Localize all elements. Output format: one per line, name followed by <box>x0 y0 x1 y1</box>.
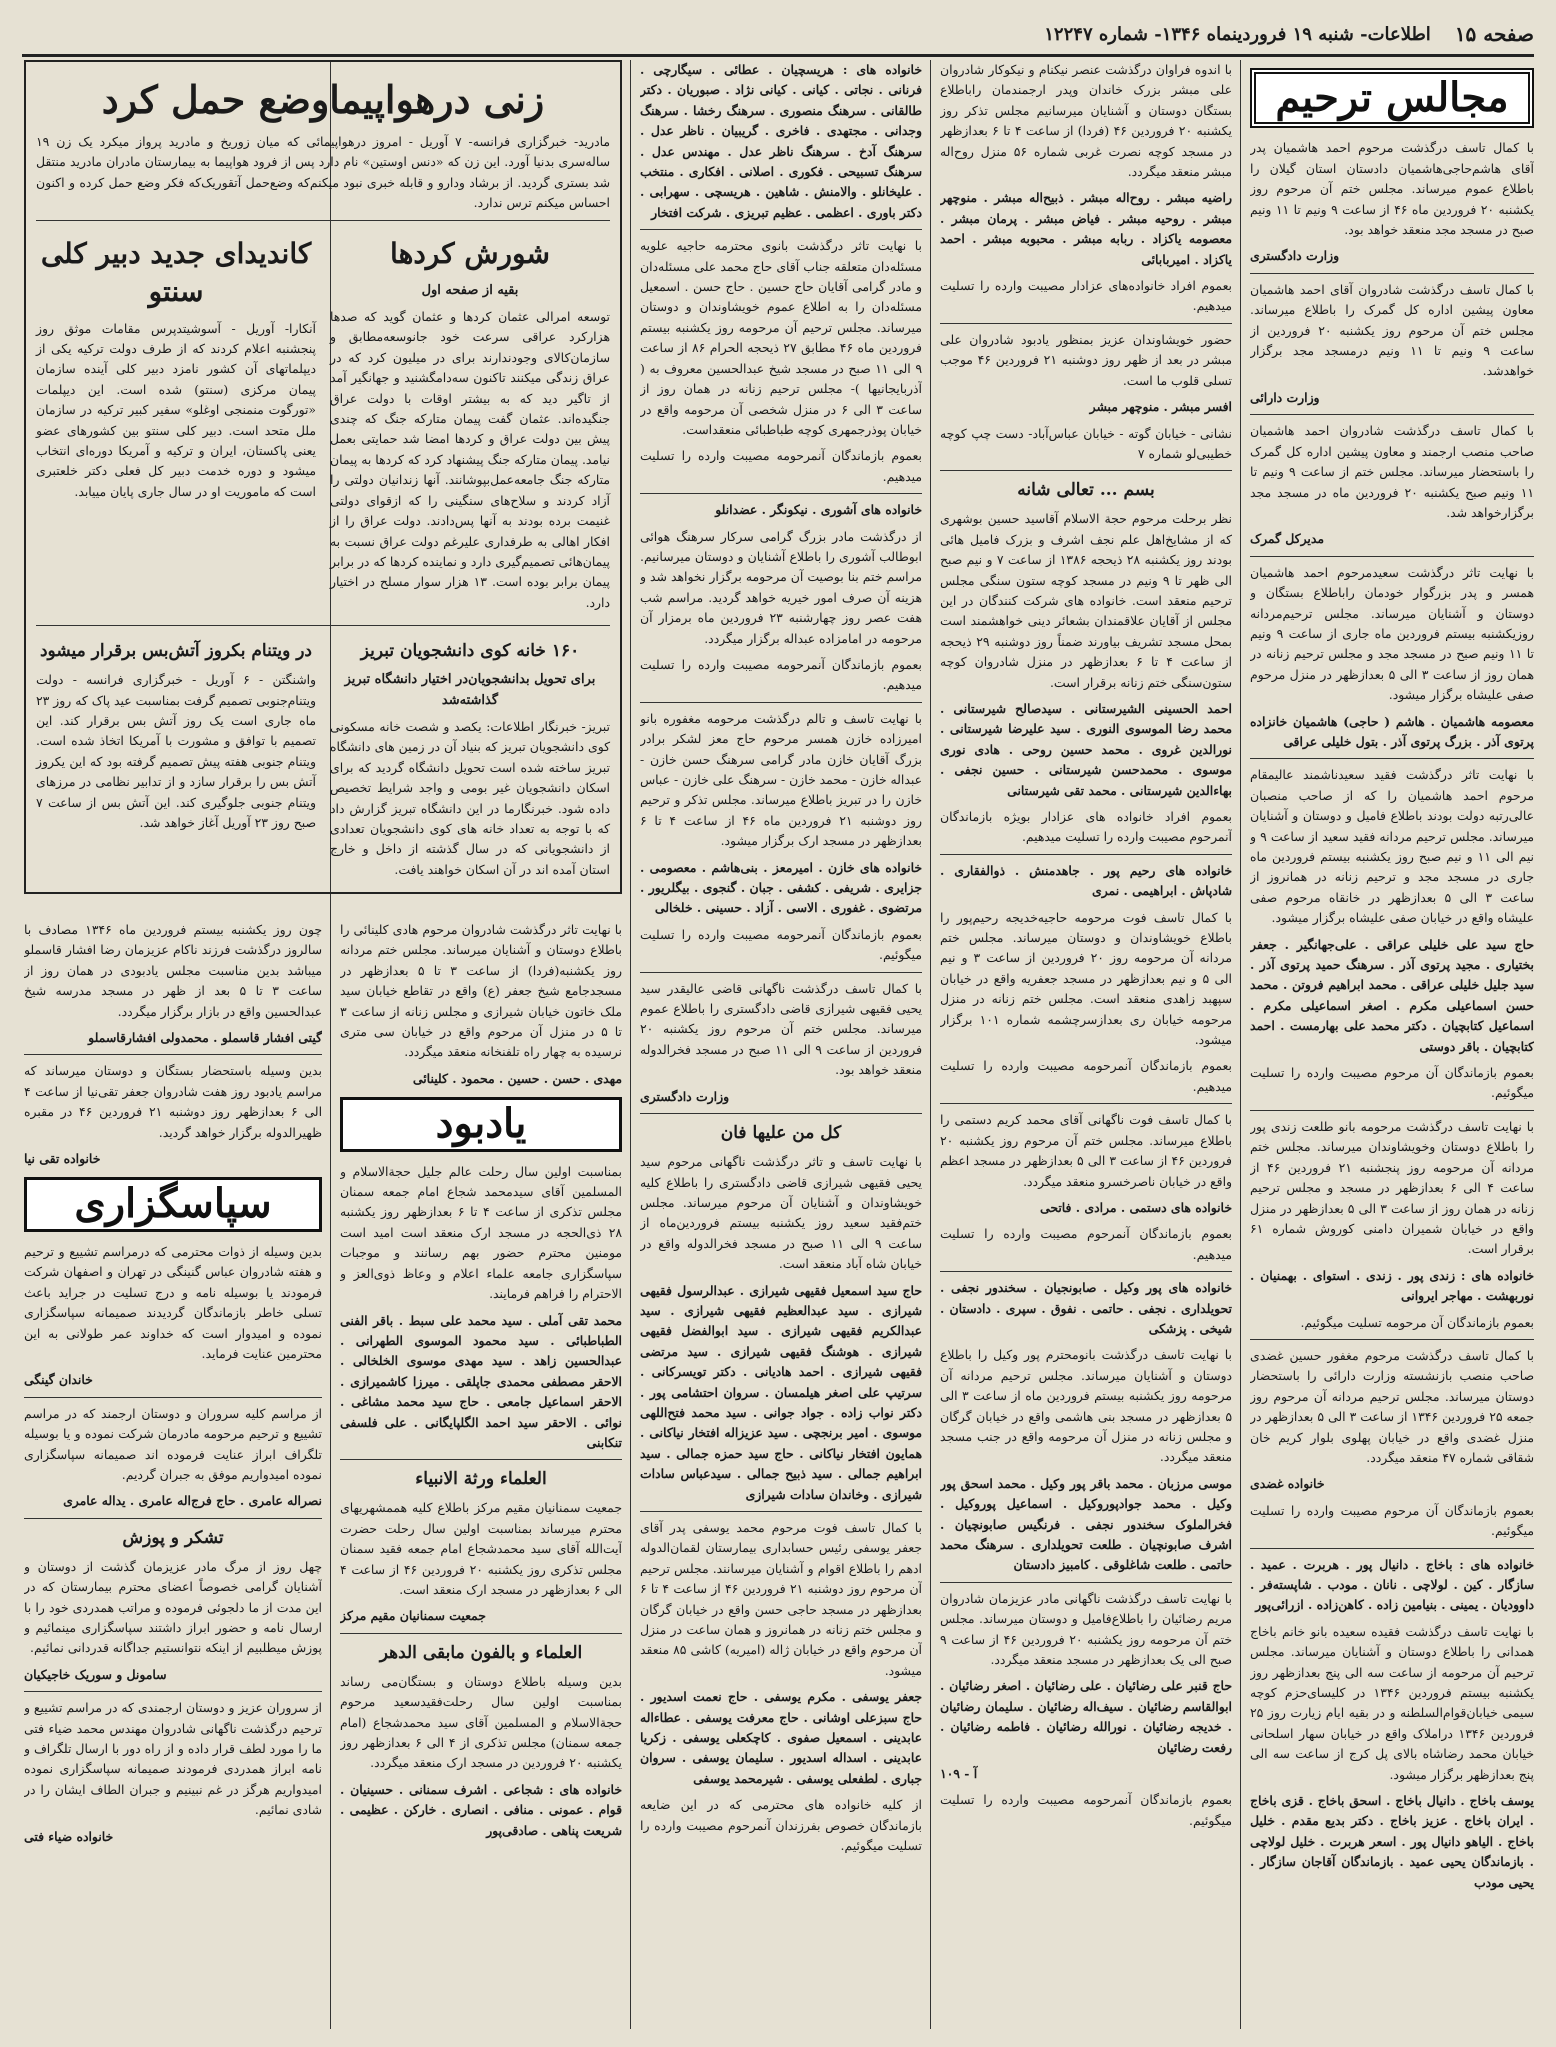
notice-signature: مدیرکل گمرک <box>1250 531 1325 547</box>
notice-families: مهدی . حسن . حسین . محمود . کلینائی <box>412 1070 622 1086</box>
notice-text: با نهایت تاسف درگذشت ناگهانی مادر عزیزمان شادروان مریم رضائیان را باطلاع‌فامیل و دوستان میرساند. مجلس ختم آن مرحومه روز یکشنبه ۲۰ فروردین ۴۶ از ساعت ۹ صبح الی یک بعدازظهر در مسجد منعقد میگردد. <box>940 1590 1232 1668</box>
notice-text: با نهایت تاسف درگذشت مرحومه بانو طلعت زندی پور را باطلاع دوستان وخویشاوندان میرساند. مجلس ختم مردانه آن مرحومه روز پنجشنبه ۲۱ فروردین ۴۶ از ساعت ۴ الی ۶ بعدازظهر در مسجد و مجلس ترحیم زنانه در همان روز از ساعت ۳ الی ۵ بعدازظهر در منزل واقع در خیابان شمیران دامنی کوروش شماره ۶۱ برقرار است. <box>1250 1118 1534 1257</box>
notice-text: با کمال تاسف درگذشت شادروان آقای احمد هاشمیان معاون پیشین اداره کل گمرک را باطلاع میرساند. مجلس ختم آن مرحوم روز یکشنبه ۲۰ فروردین از ساعت ۹ ونیم تا ۱۱ ونیم درمسجد مجد برگزار خواهدشد. <box>1250 281 1534 379</box>
notice-text: بعموم افراد خانواده های عزادار بویژه بازماندگان آنمرحوم مصیبت وارده را تسلیت میدهیم. <box>940 809 1232 845</box>
divider <box>340 1633 622 1634</box>
divider <box>940 1582 1232 1583</box>
notice-text: بعموم بازماندگان آن مرحوم مصیبت وارده را تسلیت میگوئیم. <box>1250 1502 1534 1539</box>
divider <box>1250 1110 1534 1111</box>
notice-text: بعموم بازماندگان آن مرحوم مصیبت وارده را تسلیت میگوئیم. <box>1250 1065 1534 1101</box>
notice-signature: وزارت دادگستری <box>1250 248 1340 264</box>
notice-text: حضور خویشاوندان عزیز بمنظور یادبود شادروان علی مبشر در بعد از ظهر روز دوشنبه ۲۱ فروردین ۴۶ موجب تسلی قلوب ما است. <box>940 331 1232 388</box>
notice-text: با نهایت تاثر درگذشت فقید سعیدناشمند عالیمقام مرحوم احمد هاشمیان را که از صاحب منصبان عالی‌رتبه دولت بودند باطلاع فامیل و دوستان و آشنایان میرساند. مجلس ترحیم مردانه فقید سعید از ساعت ۹ و نیم الی ۱۱ و نیم صبح روز یکشنبه بیستم فروردین ماه جاری در مسجد مجد و ترحیم زنانه در همانروز از ساعت ۳ الی ۵ بعدازظهر در خانقاه مرحوم صفی علیشاه واقع در خیابان صفی علیشاه برگزار میشود. <box>1250 767 1534 926</box>
notice-signature: خانواده ضیاء فتی <box>24 1828 114 1844</box>
notice-families: معصومه هاشمیان . هاشم ( حاجی) هاشمیان خانزاده پرتوی آذر . بزرگ پرتوی آذر . بتول خلیلی عراقی <box>1250 713 1534 749</box>
column-thanks <box>24 920 322 2029</box>
headline-tabriz-students: ۱۶۰ خانه کوی دانشجویان تبریز <box>360 641 580 662</box>
notice-signature: خانواده غضدی <box>1250 1476 1325 1492</box>
column-rule <box>630 60 631 2029</box>
divider <box>1250 758 1534 759</box>
notice-signature: جمعیت سمنانیان مقیم مرکز <box>340 1608 486 1624</box>
notice-text: بعموم بازماندگان آن مرحومه تسلیت میگوئیم. <box>1300 1314 1534 1330</box>
notice-text: از کلیه خانواده های محترمی که در این ضایعه بازماندگان خصوص بفرزندان آنمرحوم مصیبت وارده را تسلیت میگوئیم. <box>640 1797 922 1854</box>
divider <box>1250 273 1534 274</box>
continued-from: بقیه از صفحه اول <box>421 282 519 298</box>
notice-families: حاج قنبر علی رضائیان . علی رضائیان . اصغر رضائیان . ابوالقاسم رضائیان . سیف‌اله رضائیان . سلیمان رضائیان . خدیجه رضائیان . نورالله رضائیان . فاطمه رضائیان . رفعت رضائیان <box>940 1678 1232 1755</box>
notice-text: با نهایت تاسف درگذشت بانومحترم پور وکیل را باطلاع دوستان و آشنایان میرساند. مجلس ترحیم مردانه آن مرحومه روز یکشنبه بیستم فروردین ماه از ساعت ۳ الی ۵ بعدازظهر در مسجد بنی هاشمی واقع در خیابان گرگان و مجلس زنانه در منزل آن مرحومه واقع در جنب مسجد منعقد میگردد. <box>940 1347 1232 1465</box>
notice-families: افسر مبشر . منوچهر مبشر <box>1089 399 1232 415</box>
notice-text: چون روز یکشنبه بیستم فروردین ماه ۱۳۴۶ مصادف با سالروز درگذشت فرزند ناکام عزیزمان رضا افشار قاسملو میباشد بدین مناسبت مجلس یادبودی در همان روز از ساعت ۳ تا ۵ بعد از ظهر در مسجد مدرسه شیخ عبدالحسین واقع در بازار برگزار میگردد. <box>24 922 322 1019</box>
notice-address: نشانی - خیابان گوته - خیابان عباس‌آباد- دست چپ کوچه خطیبی‌لو شماره ۷ <box>940 425 1232 461</box>
page-number: صفحه ۱۵ <box>1454 22 1534 46</box>
notice-text: با نهایت تاسف و تاثر درگذشت ناگهانی مرحوم سید یحیی فقیهی شیرازی قاضی دادگستری را باطلاع کلیه خویشاوندان و آشنایان آن مرحوم میرساند. مجلس ختم‌فقید سعید روز یکشنبه بیستم فروردین‌ماه از ساعت ۹ الی ۱۱ صبح در مسجد فخرالدوله واقع در خیابان شاه آباد منعقد است. <box>640 1154 922 1272</box>
notice-text: بعموم بازماندگان آنمرحومه مصیبت وارده را تسلیت میدهیم. <box>640 448 922 484</box>
divider <box>24 1691 322 1692</box>
notice-signature: خاندان گینگی <box>24 1372 93 1388</box>
headline-cento: کاندیدای جدید دبیر کلی سنتو <box>40 236 312 308</box>
notice-text: بعموم بازماندگان آنمرحومه مصیبت وارده را تسلیت میگوئیم. <box>640 926 922 963</box>
section-banner-memorial: یادبود <box>340 1097 622 1151</box>
divider <box>24 1054 322 1055</box>
notice-text: بعموم افراد خانواده‌های عزادار مصیبت وارده را تسلیت میدهیم. <box>940 278 1232 314</box>
masthead <box>22 14 1534 57</box>
issue-info: اطلاعات- شنبه ۱۹ فروردینماه ۱۳۴۶- شماره ۱۲۲۴۷ <box>1044 23 1431 45</box>
divider <box>940 854 1232 855</box>
news-text: تبریز- خبرنگار اطلاعات: یکصد و شصت خانه مسکونی کوی دانشجویان تبریز که بنیاد آن در زمین های دانشگاه تبریز ساخته شده است تحویل دانشگاه گردید که برای اسکان دانشجویان غیر بومی و واجد شرایط تخصیص داده شود. خبرنگارما در این دانشگاه تبریز گزارش داد که با توجه به تعداد خانه های کوی دانشجویان تعدادی از دانشجویانی که در سال گذشته از داخل و خارج استان آمده اند در آن اسکان خواهند یافت. <box>330 718 610 877</box>
notice-families: خانواده های خازن . امیرمعز . بنی‌هاشم . معصومی . جزایری . شریفی . کشفی . جبان . گنجوی . بیگلریور . مرتضوی . غفوری . الاسی . آزاد . حسینی . خلخالی <box>640 859 922 916</box>
divider <box>640 1113 922 1114</box>
divider <box>1250 414 1534 415</box>
column-obituaries-1 <box>1250 60 1534 2029</box>
news-subheading: برای تحویل بدانشجویان‌در اختیار دانشگاه‌ تبریز گذاشته‌شد <box>344 672 596 708</box>
notice-signature: خانواده تقی نیا <box>24 1151 101 1167</box>
divider <box>1250 1548 1534 1549</box>
notice-signature: وزارت دادگستری <box>640 1088 730 1104</box>
notice-families: خانواده های : زندی پور . زندی . استوای . بهمنیان . نوربهشت . مهاجر ایروانی <box>1250 1267 1534 1304</box>
notice-signature: وزارت دارائی <box>1250 389 1320 405</box>
notice-heading: العلماء و بالفون مابقی الدهر <box>379 1642 583 1663</box>
divider <box>36 625 610 626</box>
news-text: توسعه امرالی عثمان کرد‌ها و عثمان گوید که صدها هزارکرد عراقی سرعت خود جانوسعه‌مطابق و سازمان‌کالای وجودندارند برای در میلیون کرد که در عراق زندگی میکنند تاکنون سه‌دامگشنید و جهانگیر آمد از تاگیر دید که به بیشتر اوقات با دولت عراق جنگیده‌اند. عثمان گفت پیمان متارکه جنگ که چندی پیش بین دولت عراق و کردها امضا شد حمایتی بعمل نیامد. پیمان متارکه جنگ پیشنهاد کرد که کردها به پیمان متارکه جنگ جامعه‌عمل‌بپوشانند. آنها زندانیان دولتی را آزاد کردند و سلاح‌های سنگینی را که ازقوای دولتی غنیمت برده بودند به آنها پس‌دادند. دولت عراق را از افکار اهالی به طرفداری علیرغم دولت عراق نسبت به پیمان‌هائی تصمیم‌گیری دارد و نماینده کردها که در برابر پیمان برابر بوده است. ۱۳ هزار سوار مسلح در اختیار دارد. <box>330 309 610 610</box>
notice-families: خانواده های : شجاعی . اشرف سمنانی . حسینیان . قوام . عمونی . منافی . انصاری . خارکن . عظیمی . شریعت پناهی . صادقی‌پور <box>340 1781 622 1838</box>
notice-heading: تشکر و پوزش <box>122 1527 224 1548</box>
divider <box>1250 556 1534 557</box>
notice-text: بمناسبت اولین سال رحلت عالم جلیل حجةالاسلام و المسلمین آقای سیدمحمد شجاع امام جمعه سمنان مجلس تذکری از ساعت ۴ تا ۶ بعدازظهر روز یکشنبه ۲۸ ذی‌الحجه در مسجد ارک منعقد است امید است مومنین محترم حضور بهم رسانند و موجبات سپاسگزاری جامعه علماء اعلام و وعاظ ذوی‌العز و الاحترام را فراهم فرمایند. <box>340 1163 622 1302</box>
divider <box>1250 1339 1534 1340</box>
divider <box>940 1103 1232 1104</box>
notice-heading: کل من علیها فان <box>720 1123 842 1144</box>
headline-plane-birth: زنی درهواپیماوضع حمل کرد <box>101 77 545 122</box>
notice-text: با کمال تاسف درگذشت مرحوم مغفور حسین غضدی صاحب منصب بازنشسته وزارت دارائی را باستحضار دوستان میرساند. مجلس ترحیم مردانه آن مرحوم روز جمعه ۲۵ فروردین ۱۳۴۶ از ساعت ۳ الی ۵ بعدازظهر در منزل غضدی واقع در خیابان پهلوی بلوار کریم خان شقاقی شماره ۴۷ منعقد میگردد. <box>1250 1347 1534 1465</box>
notice-text: با کمال تاسف فوت ناگهانی آقای محمد کریم دستمی را باطلاع میرساند. مجلس ختم آن مرحوم روز یکشنبه ۲۰ فروردین ۴۶ از ساعت ۳ الی ۵ بعدازظهر در مسجد اعظم واقع در خیابان ناصرخسرو منعقد میگردد. <box>940 1112 1232 1189</box>
notice-families: خانواده های دستمی . مرادی . فاتحی <box>1040 1199 1232 1215</box>
column-obituaries-2 <box>940 60 1232 2029</box>
notice-text: بعموم بازماندگان آنمرحومه مصیبت وارده را تسلیت میگوئیم. <box>940 1792 1232 1828</box>
notice-families: نصراله عامری . حاج فرج‌اله عامری . یداله عامری <box>63 1493 322 1509</box>
notice-text: بدین وسیله از ذوات محترمی که درمراسم تشییع و ترحیم و هفته شادروان عباس گنینگی در تهران و اصفهان شرکت فرمودند یا بوسیله نامه و درج تسلیت در جراید باعث تسلی خاطر بازماندگان گردیدند صمیمانه سپاسگزاری نموده و امیدوار است که خداوند عمر طولانی به این محترمین عنایت فرماید. <box>24 1243 322 1361</box>
notice-text: بدین وسیله باستحضار بستگان و دوستان میرساند که مراسم یادبود روز هفت شادروان جعفر تقی‌نیا از ساعت ۴ الی ۶ بعدازظهر روز دوشنبه ۲۱ فروردین ۴۶ در مقبره ظهیرالدوله برگزار خواهد گردید. <box>24 1063 322 1140</box>
notice-families: یوسف باخاج . دانیال باخاج . اسحق باخاج . قزی باخاج . ایران باخاج . عزیز باخاج . دکتر بدیع مقدم . خلیل باخاج . الیاهو دانیال پور . اسعر هربرت . خلیل لولاچی . بازماندگان یحیی عمید . بازماندگان آقاجان سازگار . یحیی مودب <box>1250 1793 1534 1890</box>
notice-text: از مراسم کلیه سروران و دوستان ارجمند که در مراسم تشییع و ترحیم مرحومه مادرمان شرکت نموده و یا بوسیله تلگراف ابراز عنایت فرموده اند صمیمانه سپاسگزاری نموده امیدواریم موفق به جبران گردیم. <box>24 1405 322 1482</box>
notice-text: جمعیت سمنانیان مقیم مرکز باطلاع کلیه هممشهریهای محترم میرساند بمناسبت اولین سال رحلت حضرت آیت‌الله آقای سید محمدشجاع امام جمعه فقید سمنان مجلس تذکری روز یکشنبه ۲۰ فروردین ۴۶ از ساعت ۴ الی ۶ بعدازظهر در مسجد ارک منعقد است. <box>340 1500 622 1597</box>
notice-families: راضیه مبشر . روح‌اله مبشر . ذبیح‌اله مبشر . منوچهر مبشر . روحیه مبشر . فیاض مبشر . پرمان مبشر . معصومه یاکزاد . ربابه مبشر . محبوبه مبشر . احمد یاکزاد . امیربابائی <box>940 190 1232 267</box>
divider <box>640 702 922 703</box>
notice-heading: بسم ... تعالی شانه <box>1017 480 1155 501</box>
notice-families: خانواده های : هریسچیان . عطائی . سیگارچی . فرنانی . نجاتی . کیانی . کیانی نژاد . صبوریان . دکتر طالقانی . سرهنگ منصوری . سرهنگ رخشا . سرهنگ وجدانی . مجتهدی . فاخری . گریبیان . ناظر عدل . سرهنگ آدخ . سرهنگ ناظر عدل . مهندس عدل . سرهنگ تسبیحی . فکوری . اصلانی . افکاری . منتخب . علیخانلو . والامنش . شاهین . هریسچی . سهرابی . دکتر باوری . اعظمی . عظیم تبریزی . شرکت افتخار <box>640 62 922 220</box>
divider <box>24 1518 322 1519</box>
news-text: واشنگتن - ۶ آوریل - خبرگزاری فرانسه - دولت ویتنام‌جنوبی تصمیم گرفت بمناسبت عید پاک که روز ۲۳ ماه جاری است یک روز آتش بس برقرار کند. این تصمیم با توافق و مشورت با آمریکا اتخاذ شده است. ویتنام جنوبی هفته پیش تصمیم گرفته بود که این یکروز آتش بس را برقرار سازد و از تدابیر نظامی در مرزهای ویتنام جنوبی جلوگیری کند. این آتش بس از ساعت ۷ صبح روز ۲۳ آوریل آغاز خواهد شد. <box>36 672 317 830</box>
notice-text: با کمال تاسف فوت مرحوم محمد یوسفی پدر آقای جعفر یوسفی رئیس حسابداری بیمارستان لقمان‌الدوله ادهم را باطلاع اقوام و آشنایان میرسانند. مجلس ترحیم آن مرحوم روز دوشنبه ۲۱ فروردین ۴۶ از ساعت ۴ تا ۶ بعدازظهر در مسجد حاجی حسن واقع در خیابان گرگان و مجلس ختم زنانه در همانروز و همان ساعت در منزل آن مرحوم واقع در خیابان ژاله (امیریه) کاشی ۸۵ منعقد میشود. <box>640 1520 922 1678</box>
column-rule <box>930 60 931 2029</box>
headline-kurds: شورش کردها <box>390 236 550 270</box>
notice-signature: سامونل و سوریک خاجیکیان <box>24 1666 167 1682</box>
divider <box>940 1271 1232 1272</box>
notice-text: از درگذشت مادر بزرگ گرامی سرکار سرهنگ هوائی ابوطالب آشوری را باطلاع آشنایان و دوستان میرسانیم. مراسم ختم بنا بوصیت آن مرحومه برگزار نخواهد شد و هزینه آن صرف امور خیریه خواهد گردید. مراسم شب هفت عصر روز چهارشنبه ۲۳ فروردین ماه برمزار آن مرحومه در امامزاده عبداله برگزار میگردد. <box>640 528 922 646</box>
notice-text: بعموم بازماندگان آنمرحومه مصیبت وارده را تسلیت میدهیم. <box>940 1058 1232 1094</box>
notice-families: خانواده های رحیم پور . جاهدمنش . ذوالفقاری . شادپاش . ابراهیمی . نمری <box>940 862 1232 899</box>
divider <box>24 1397 322 1398</box>
divider <box>940 470 1232 471</box>
notice-families: خانواده های پور وکیل . صابونجیان . سخندور نجفی . تحویلداری . نجفی . حاتمی . نفوق . سپری . دادستان . شیخی . پزشکی <box>940 1280 1232 1336</box>
notice-text: نظر برحلت مرحوم حجة الاسلام آقاسید حسین بوشهری که از مشایخ‌اهل علم نجف اشرف و بزرک فامیل هائی بودند روز یکشنبه ۲۸ ذیحجه ۱۳۸۶ از ساعت ۷ و نیم صبح الی ظهر تا ۹ ونیم در مسجد کوچه ستون سنگی مجلس ترحیم منعقد است. خانواده های شرکت کنندگان در این مجلس از آقایان علاقمندان بشعائر دینی خواهشمند است بمحل مسجد تشریف بیاورند ضمناً روز دوشنبه ۲۹ ذیحجه از ساعت ۴ تا ۶ بعدازظهر در منزل شادروان کوچه ستون‌سنگی ختم زنانه برقرار است. <box>940 511 1232 690</box>
notice-families: گیتی افشار قاسملو . محمدولی افشارقاسملو <box>88 1030 322 1046</box>
divider <box>940 323 1232 324</box>
notice-text: با نهایت تاثر درگذشت سعیدمرحوم احمد هاشمیان همسر و پدر بزرگوار خودمان راباطلاع بستگان و دوستان و آشنایان میرساند. مجلس ترحیم‌مردانه روزیکشنبه بیستم فروردین ماه جاری از ساعت ۹ ونیم تا ۱۱ ونیم صبح در مسجد مجد و مجلس ترحیم زنانه در همان روز از ساعت ۳ الی ۵ بعدازظهر در منزل مرحوم صفی علیشاه برگزار میشود. <box>1250 564 1534 703</box>
notice-text: با نهایت تاثر درگذشت بانوی محترمه حاجیه علویه مسئله‌دان متعلقه جناب آقای حاج محمد علی مسئله‌دان و مادر گرامی آقایان حاج حسین . حاج حسن . اسمعیل مسئله‌دان را به اطلاع عموم خویشاوندان و دوستان میرساند. مجلس ترحیم آن مرحومه روز یکشنبه بیستم فروردین ماه ۴۶ مطابق ۲۷ ذیحجه الحرام ۸۶ از ساعت ۹ الی ۱۱ صبح در مسجد شیخ عبدالحسین معروف به ( آذربایجانیها )- مجلس ترحیم زنانه در همان روز از ساعت ۳ الی ۶ در منزل شخصی آن مرحومه واقع در خیابان پوذرجمهری کوچه طباطبائی منعقداست. <box>640 238 922 437</box>
divider <box>640 972 922 973</box>
notice-families: خانواده های آشوری . نیکونگر . عضدانلو <box>715 502 922 518</box>
headline-vietnam: در ویتنام بکروز آتش‌بس برقرار میشود <box>39 641 313 662</box>
column-rule <box>1240 60 1241 2029</box>
notice-text: با کمال تاسف درگذشت مرحوم احمد هاشمیان پدر آقای هاشم‌حاجی‌هاشمیان دادستان استان گیلان را باطلاع عموم میرساند. مجلس ختم آن مرحوم روز یکشنبه ۲۰ فروردین ماه ۴۶ از ساعت ۹ ونیم تا ۱۱ ونیم صبح در مسجد مجد منعقد خواهد بود. <box>1250 140 1534 238</box>
news-text: آنکارا- آوریل - آسوشیتدپرس مقامات موثق روز پنجشنبه اعلام کردند که از طرف دولت ترکیه یکی از دیپلماتهای آن کشور نامزد دبیر کلی آینده سازمان پیمان مرکزی (سنتو) شده است. این دیپلمات «تورگوت منمنجی اوغلو» سفیر کبیر ترکیه در سازمان ملل متحد است. دبیر کلی سنتو بین کشورهای عضو یعنی پاکستان، ایران و ترکیه و آمریکا دوره‌ای انتخاب میشود و دوره خدمت دبیر کل فعلی دکتر خلعتبری است که ماموریت او در سال جاری پایان مییابد. <box>36 320 316 499</box>
news-text: مادرید- خبرگزاری فرانسه- ۷ آوریل - امروز درهواپیمائی که میان زوریخ و مادرید پرواز میکرد یک زن ۱۹ ساله‌سری بدنیا آورد. این زن که «دنس اوستین» نام دارد پس از فرود هواپیما به بیمارستان مادران مادرید منتقل شد بستری گردید. از برشاد ودارو و قابله خبری نبود میکنم‌که وضع‌حمل آتقوریک‌که فکر وضع حمل کرده و اکنون احساس میکنم ترس ندارد. <box>36 134 610 211</box>
notice-text: از سروران عزیز و دوستان ارجمندی که در مراسم تشییع و ترحیم درگذشت ناگهانی شادروان مهندس محمد ضیاء فتی ما را مورد لطف قرار داده و از راه دور با ارسال تلگراف و نامه ابراز همدردی فرمودند صمیمانه سپاسگزاری نموده امیدواریم هرگز در غم نبینیم و جبران الطاف ایشان را در شادی نمائیم. <box>24 1700 322 1818</box>
column-obituaries-3 <box>640 60 922 2029</box>
divider <box>640 1511 922 1512</box>
notice-families: حاج سید اسمعیل فقیهی شیرازی . عبدالرسول فقیهی شیرازی . سید عبدالعظیم فقیهی شیرازی . سید عبدالکریم فقیهی شیرازی . سید ابوالفضل فقیهی شیرازی . هوشنگ فقیهی شیرازی . سید مرتضی فقیهی شیرازی . احمد هادیانی . دکتر تویسرکانی . سرتیپ علی اصغر هیلمسان . سروان احتشامی پور . دکتر نواب زاده . جواد جوانی . سید محمد فتح‌اللهی موسوی . امیر برنجچی . سید عزیزاله افتخار نیاکانی . همایون افتخار نیاکانی . حاج سید حمزه جمالی . سید ابراهیم جمالی . سید ذبیح جمالی . سیدعباس سادات شیرازی . وخاندان سادات شیرازی <box>640 1282 922 1502</box>
notice-families: خانواده های : باخاج . دانیال پور . هربرت . عمید . سازگار . کین . لولاچی . نانان . مودب . شاپسته‌فر . داوودیان . یمینی . بنیامین زاده . کاهن‌زاده . ازرائی‌پور <box>1250 1556 1534 1613</box>
notice-text: با کمال تاسف درگذشت شادروان احمد هاشمیان صاحب منصب ارجمند و معاون پیشین اداره کل گمرک را باستحضار میرساند. مجلس ختم از ساعت ۹ ونیم تا ۱۱ ونیم صبح یکشنبه ۲۰ فروردین ماه در مسجد مجد برگزارخواهد شد. <box>1250 423 1534 520</box>
notice-families: موسی مرزبان . محمد باقر پور وکیل . محمد اسحق پور وکیل . محمد جواد‌پوروکیل . اسماعیل پوروکیل . فخرالملوک سخندور نجفی . فرنگیس صابونچیان . اشرف صابونچیان . طلعت تحویلداری . سرهنگ محمد حاتمی . طلعت شاغلوقی . کامبیز دادستان <box>940 1475 1232 1573</box>
notice-text: بدین وسیله باطلاع دوستان و بستگان‌می رساند بمناسبت اولین سال رحلت‌فقیدسعید مرحوم حجةالاسلام و المسلمین آقای سید محمدشجاع (امام جمعه سمنان) مجلس تذکری از ۴ الی ۶ بعدازظهر روز یکشنبه ۲۰ فروردین در مسجد ارک منعقد میگردد. <box>340 1673 622 1771</box>
notice-text: با نهایت تاسف و تالم درگذشت مرحومه مغفوره بانو امیرزاده خازن همسر مرحوم حاج معز لشکر برادر بزرگ آقایان خازن مادر گرامی سرهنگ حسن خازن - عبداله خازن - محمد خازن - سرهنگ علی خازن - عباس خازن را در تبریز باطلاع میرساند. مجلس تذکر و ترحیم روز دوشنبه ۲۱ فروردین ماه ۴۶ از ساعت ۴ تا ۶ بعدازظهر در مسجد ارک برگزار میشود. <box>640 710 922 849</box>
divider <box>340 1459 622 1460</box>
notice-families: حاج سید علی خلیلی عراقی . علی‌جهانگیر . جعفر بختیاری . مجید پرتوی آذر . سرهنگ حمید پرتوی آذر . سید جلیل خلیلی عراقی . محمد ابراهیم فروتن . محمد حسن اسماعیلی مکرم . اصغر اسماعیلی مکرم . اسماعیل کتابچیان . دکتر محمد علی بهارمست . احمد کتابچیان . باقر دوستی <box>1250 936 1534 1054</box>
section-banner-obituaries: مجالس ترحیم <box>1250 68 1534 128</box>
notice-code: آ - ۱۰۹ <box>940 1766 978 1782</box>
divider <box>640 229 922 230</box>
notice-text: با اندوه فراوان درگذشت عنصر نیکنام و نیکوکار شادروان علی مبشر بزرک خاندان وپدر ارجمندمان راباطلاع بستگان دوستان و آشنایان میرسانیم مجلس تذکر روز یکشنبه ۲۰ فروردین ۴۶ (فردا) از ساعت ۴ تا ۶ بعدازظهر در مسجد کوچه نصرت غربی شماره ۵۶ منزل روح‌اله مبشر منعقد میگردد. <box>940 62 1232 180</box>
notice-text: با کمال تاسف فوت مرحومه حاجیه‌خدیجه رحیم‌پور را باطلاع خویشاوندان و دوستان میرساند. مجلس ختم مردانه آن مرحومه روز ۲۰ فروردین از ساعت ۳ و نیم الی ۵ و نیم بعدازظهر در مسجد جعفریه واقع در خیابان سپهبد زاهدی منعقد است. مجلس ختم زنانه در منزل مرحومه خیابان ری بعدازسرچشمه شماره ۱۰۱ برگزار میشود. <box>940 909 1232 1048</box>
news-box <box>24 60 622 894</box>
notice-text: با نهایت تاسف درگذشت فقیده سعیده بانو خانم باخاج همدانی را باطلاع دوستان و آشنایان میرساند. مجلس ترحیم آن مرحومه از ساعت سه الی پنج بعدازظهر روز یکشنبه بیستم فروردین ۱۳۴۶ در کلیسای‌حزم کوچه سیمی خیابان‌قوام‌السلطنه و در بقیه ایام زیارت روز ۲۵ فروردین ۱۳۴۶ دراملاک واقع در خیابان سهار اسلحانی خیابان محمد رضاشاه بالای پل کرج از ساعت سه الی پنج بعدازظهر برگزار میشود. <box>1250 1623 1534 1782</box>
column-memorial <box>340 920 622 2029</box>
section-banner-thanks: سپاسگزاری <box>24 1177 322 1231</box>
divider <box>36 220 610 221</box>
notice-families: محمد تقی آملی . سید محمد علی سبط . باقر الفنی الطباطبائی . سید محمود الموسوی الطهرانی . عبدالحسین زاهد . سید مهدی موسوی الخلخالی . الاحقر مصطفی محمدی جاپلقی . میرزا کاشمیرازی . الاحقر اسماعیل جامعی . حاج سید محمد مشاغی . نوائی . الاحقر سید احمد الگلپایگانی . علی فلسفی تنکابنی <box>340 1312 622 1450</box>
notice-text: با نهایت تاثر درگذشت شادروان مرحوم هادی کلینائی را باطلاع دوستان و آشنایان میرساند. مجلس ختم مردانه روز یکشنبه(فردا) از ساعت ۳ تا ۵ بعدازظهر در مسجدجامع شیخ جعفر (ع) واقع در تقاطع خیابان سید ملک خاتون خیابان شیرازی و مجلس زنانه از ساعت ۳ تا ۵ در منزل آن مرحوم واقع در خیابان سی متری نرسیده به چهار راه تلفنخانه منعقد میگردد. <box>340 922 622 1060</box>
notice-families: احمد الحسینی الشیرستانی . سیدصالح شیرستانی . محمد رضا الموسوی النوری . سید علیرضا شیرستانی . نورالدین غروی . محمد حسین روحی . هادی نوری موسوی . محمدحسن شیرستانی . حسین نجفی . بهاءالدین شیرستانی . محمد تقی شیرستانی <box>940 700 1232 798</box>
news-block <box>24 60 622 910</box>
notice-text: بعموم بازماندگان آنمرحوم مصیبت وارده را تسلیت میدهیم. <box>940 1226 1232 1262</box>
notice-text: با کمال تاسف درگذشت ناگهانی قاضی عالیقدر سید یحیی فقیهی شیرازی قاضی دادگستری را باطلاع عموم میرساند. مجلس ختم آن مرحوم روز یکشنبه ۲۰ فروردین از ساعت ۹ الی ۱۱ صبح در مسجد فخرالدوله منعقد خواهد بود. <box>640 980 922 1078</box>
notice-families: جعفر یوسفی . مکرم یوسفی . حاج نعمت اسدیور . حاج سبزعلی اوشانی . حاج معرفت یوسفی . عطاءاله عابدینی . اسمعیل صفوی . کاچکعلی یوسفی . زکریا عابدینی . اسداله اسدیور . سلیمان یوسفی . سروان جباری . لطفعلی یوسفی . شیرمحمد یوسفی <box>640 1689 922 1786</box>
notice-text: چهل روز از مرگ مادر عزیزمان گذشت از دوستان و آشنایان گرامی خصوصاً اعضای محترم بیمارستان که در این مدت از ما دلجوئی فرموده و مراتب همدردی خود را با ارسال نامه و حضور ابراز داشتند سپاسگزاری مینمائیم و پوزش میطلبیم از اینکه نتوانستیم جداگانه قدردانی نمائیم. <box>24 1558 322 1656</box>
divider <box>640 493 922 494</box>
notice-text: بعموم بازماندگان آنمرحومه مصیبت وارده را تسلیت میدهیم. <box>640 656 922 693</box>
notice-heading: العلماء ورثة الانبیاء <box>415 1469 547 1490</box>
